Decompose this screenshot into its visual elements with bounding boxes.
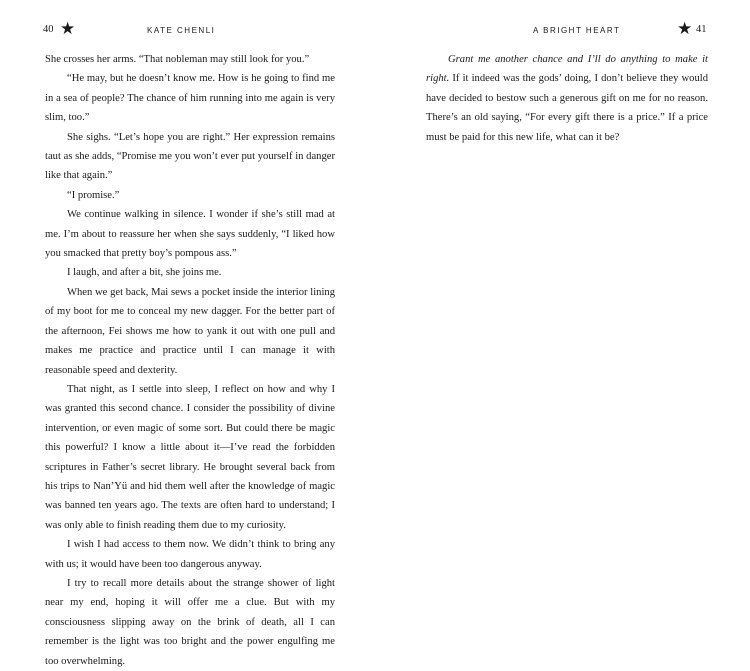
right-body-text [426, 50, 708, 147]
star-icon: ★ [60, 19, 76, 38]
italic-thought: Grant me another chance and I’ll do anything to make it right. [426, 54, 708, 85]
right-page [375, 0, 750, 563]
paragraph-rest: If it indeed was the gods’ doing, I don’t believe they would have decided to bestow such a generous gift on me for no reason. There’s an old saying, “For every gift there is a price.” If a price must be paid for this new life, what can it be? [426, 73, 708, 143]
paragraph: She sighs. “Let’s hope you are right.” Her expression remains taut as she adds, “Promise me you won’t ever put yourself in danger like that again.” [45, 131, 335, 182]
paragraph: I wish I had access to them now. We didn’t think to bring any with us; it would have been too dangerous anyway. [45, 539, 335, 570]
paragraph: She crosses her arms. “That nobleman may still look for you.” [45, 54, 310, 65]
paragraph: “He may, but he doesn’t know me. How is he going to find me in a sea of people? The chance of him running into me again is very slim, too.” [45, 73, 335, 124]
paragraph: “I promise.” [67, 189, 120, 201]
paragraph: I try to recall more details about the strange shower of light near my end, hoping it will offer me a clue. But with my consciousness slipping away on the brink of death, all I can remember is the light was too bright and the power engulfing me too overwhelming. [45, 577, 335, 667]
paragraph: That night, as I settle into sleep, I reflect on how and why I was granted this second chance. I consider the possibility of divine intervention, or even magic of some sort. But could there be magic this powerful? I know a little about it—I’ve read the forbidden scriptures in Father’s secret library. He brought several back from his trips to Nan’Yü and hid them well after the knowledge of magic was banned ten years ago. The texts are often hard to understand; I was only able to finish reading them due to my curiosity. [45, 383, 335, 531]
left-body-text [45, 50, 335, 671]
paragraph: We continue walking in silence. I wonder if she’s still mad at me. I’m about to reassure her when she says suddenly, “I liked how you smacked that pretty boy’s pompous ass.” [45, 209, 335, 260]
paragraph [426, 50, 708, 147]
right-running-head: A BRIGHT HEART [533, 26, 621, 35]
left-running-head: KATE CHENLI [147, 26, 216, 35]
star-icon: ★ [677, 19, 693, 38]
right-page-number: 41 [696, 24, 707, 35]
paragraph: When we get back, Mai sews a pocket inside the interior lining of my boot for me to conceal my new dagger. For the better part of the afternoon, Fei shows me how to yank it out with one pull and makes me practice and practice until I can manage it with reasonable speed and dexterity. [45, 286, 335, 376]
paragraph: I laugh, and after a bit, she joins me. [67, 267, 222, 279]
left-page [0, 0, 375, 667]
left-page-number: 40 [43, 24, 54, 35]
